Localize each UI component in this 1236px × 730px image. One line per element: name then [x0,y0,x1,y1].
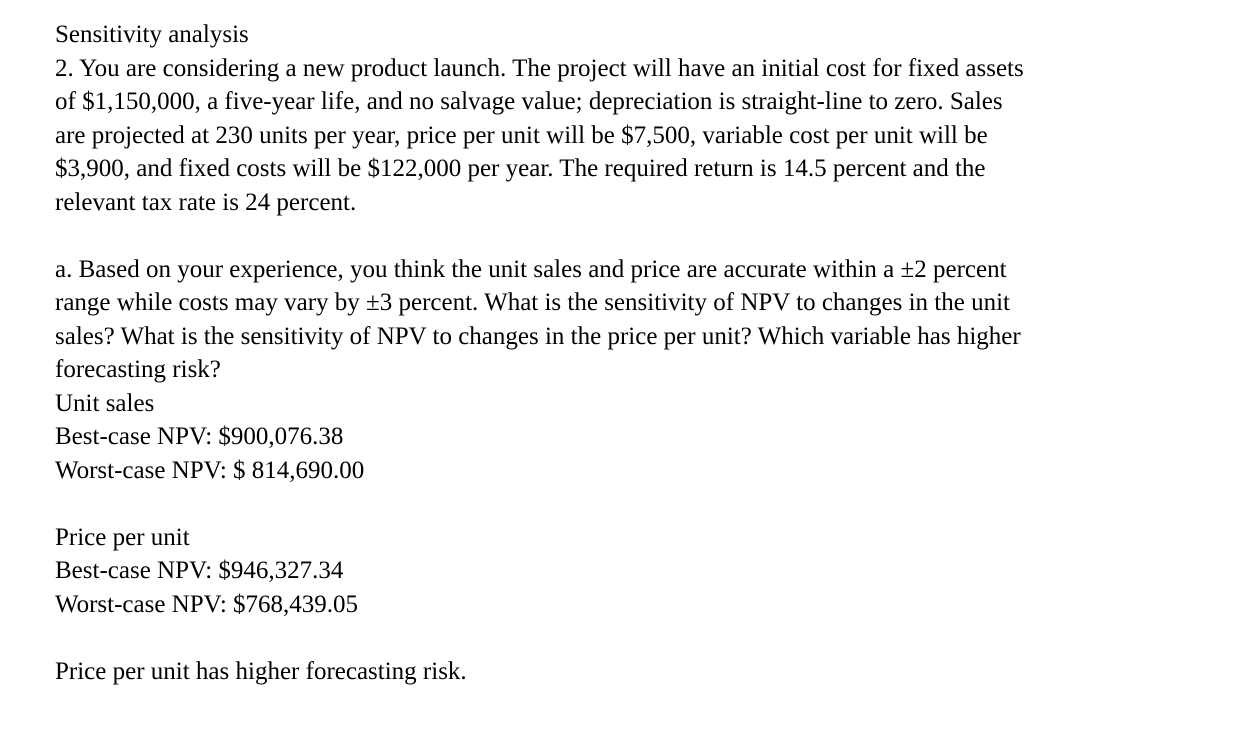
document-body [55,18,1215,688]
question-line: range while costs may vary by ±3 percent. What is the sensitivity of NPV to changes in the unit [55,289,1010,316]
question-line: a. Based on your experience, you think the unit sales and price are accurate within a ±2 percent [55,255,1007,283]
problem-line: $3,900, and fixed costs will be $122,000 per year. The required return is 14.5 percent and the [55,155,986,182]
problem-line: relevant tax rate is 24 percent. [55,188,357,216]
spacer [55,487,1215,521]
question-line: sales? What is the sensitivity of NPV to changes in the price per unit? Which variable has higher [55,322,1021,350]
unit-sales-answer [55,387,1215,488]
price-per-unit-best-npv: Best-case NPV: $946,327.34 [55,557,344,584]
part-a-question [55,253,1215,387]
unit-sales-best-npv: Best-case NPV: $900,076.38 [55,423,344,450]
conclusion-text: Price per unit has higher forecasting risk. [55,657,467,685]
price-per-unit-worst-npv: Worst-case NPV: $768,439.05 [55,590,359,618]
problem-line: of $1,150,000, a five-year life, and no salvage value; depreciation is straight-line to zero. Sales [55,88,1003,115]
spacer [55,219,1215,253]
problem-line: 2. You are considering a new product launch. The project will have an initial cost for fixed assets [55,54,1024,82]
unit-sales-worst-npv: Worst-case NPV: $ 814,690.00 [55,456,365,484]
spacer [55,621,1215,655]
price-per-unit-answer [55,521,1215,622]
unit-sales-label: Unit sales [55,389,155,417]
section-heading: Sensitivity analysis [55,21,249,48]
price-per-unit-label: Price per unit [55,523,190,551]
question-line: forecasting risk? [55,356,221,383]
problem-statement [55,52,1215,220]
problem-line: are projected at 230 units per year, price per unit will be $7,500, variable cost per unit will be [55,121,988,149]
